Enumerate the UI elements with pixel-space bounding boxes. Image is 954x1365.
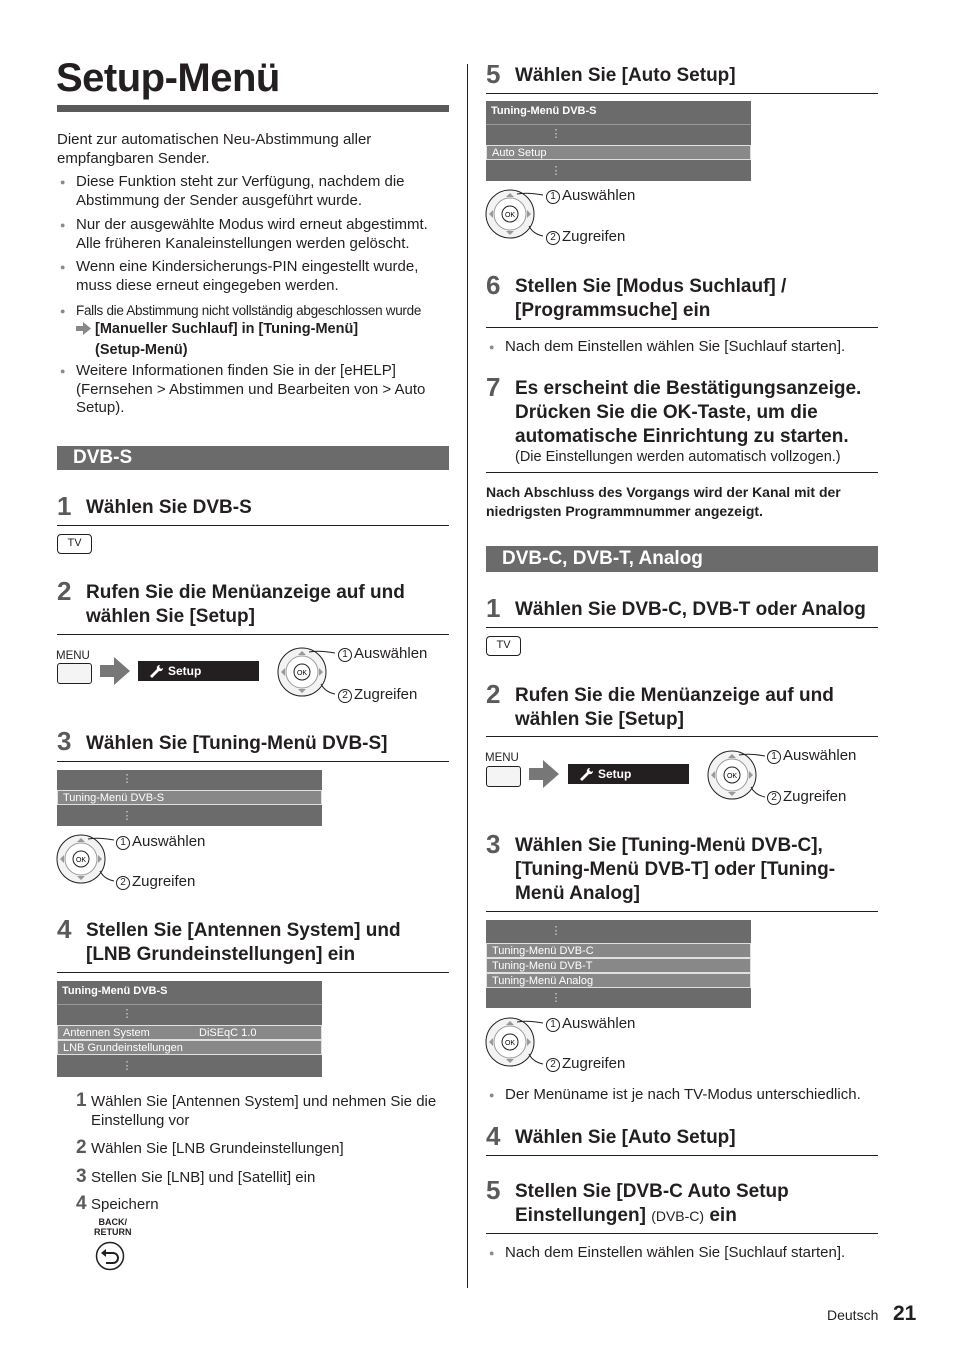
substep-text: Wählen Sie [Antennen System] und nehmen Sie die Einstellung vor [91, 1093, 437, 1129]
tuning-menu-dvbs-box: Tuning-Menü DVB-S ⋮ Antennen System DiSEqC 1.0 LNB Grundeinstellungen ⋮ [57, 981, 322, 1077]
menu-item-tuning-dvbc: Tuning-Menü DVB-C [486, 943, 751, 958]
substep-text: Stellen Sie [LNB] und [Satellit] ein [91, 1169, 316, 1186]
step-rule [486, 1155, 878, 1156]
bullet-5: ● Weitere Informationen finden Sie in der [eHELP] (Fernsehen > Abstimmen und Bearbeiten von > Auto Setup). [57, 362, 449, 418]
access-label: 2 Zugreifen [116, 873, 195, 890]
bullet-2: ● Nur der ausgewählte Modus wird erneut abgestimmt. Alle früheren Kanaleinstellungen werden gelöscht. [57, 216, 449, 253]
menu-title: Tuning-Menü DVB-S [62, 985, 168, 997]
step-rule [486, 472, 878, 473]
cursor-pad-icon [485, 188, 545, 245]
select-label: 1 Auswählen [338, 645, 427, 662]
bullet-1: ● Diese Funktion steht zur Verfügung, nachdem die Abstimmung der Sender ausgeführt wurde. [57, 173, 449, 210]
arrow-right-icon [529, 759, 559, 794]
tuning-menu-dvbs-box: Tuning-Menü DVB-S ⋮ Auto Setup ⋮ [486, 101, 751, 181]
substep-text: Speichern [91, 1196, 159, 1213]
menu-button [57, 663, 92, 684]
wrench-icon [580, 767, 593, 787]
step-number: 7 [486, 372, 501, 402]
select-label: 1 Auswählen [546, 1015, 635, 1032]
step-rule [486, 93, 878, 94]
arrow-right-icon [76, 322, 91, 341]
menu-item-lnb: LNB Grundeinstellungen [57, 1040, 322, 1055]
step-number: 1 [57, 491, 72, 521]
step7-note: (Die Einstellungen werden automatisch vollzogen.) [515, 449, 841, 465]
arrow-right-icon [100, 656, 130, 691]
page-number: 21 [893, 1302, 917, 1325]
step-number: 3 [57, 726, 72, 756]
step-text: Rufen Sie die Menüanzeige auf und wählen Sie [Setup] [515, 685, 834, 730]
substep-number: 4 [76, 1193, 87, 1214]
section-header-dvbs: DVB-S [57, 446, 449, 470]
step-text: Wählen Sie [Auto Setup] [515, 65, 736, 86]
step-rule [57, 761, 449, 762]
step5-note: ● Nach dem Einstellen wählen Sie [Suchlauf starten]. [486, 1244, 878, 1263]
menu-item-antenna-system: Antennen System DiSEqC 1.0 [57, 1025, 322, 1040]
select-label: 1 Auswählen [767, 747, 856, 764]
cursor-pad-icon [56, 833, 116, 890]
step-rule [57, 525, 449, 526]
step-text: Wählen Sie [Tuning-Menü DVB-C], [Tuning-Menü DVB-T] oder [Tuning-Menü Analog] [515, 835, 836, 904]
tv-button: TV [486, 636, 521, 656]
step-number: 6 [486, 270, 501, 300]
step-rule [486, 627, 878, 628]
access-label: 2 Zugreifen [546, 228, 625, 245]
step-text: Stellen Sie [Modus Suchlauf] / [Programmsuche] ein [515, 276, 787, 321]
bullet-4: ● Falls die Abstimmung nicht vollständig abgeschlossen wurde [57, 302, 449, 321]
page-title: Setup-Menü [56, 56, 280, 100]
completion-text: Nach Abschluss des Vorgangs wird der Kanal mit der niedrigsten Programmnummer angezeigt. [486, 484, 841, 519]
step-number: 4 [57, 914, 72, 944]
back-return-label: BACK/ RETURN [94, 1217, 132, 1237]
step-number: 3 [486, 829, 501, 859]
step-text: Rufen Sie die Menüanzeige auf und wählen Sie [Setup] [86, 582, 405, 627]
access-label: 2 Zugreifen [338, 686, 417, 703]
tuning-menu-box: ⋮ Tuning-Menü DVB-C Tuning-Menü DVB-T Tuning-Menü Analog ⋮ [486, 920, 751, 1008]
step-number: 1 [486, 593, 501, 623]
step6-note: ● Nach dem Einstellen wählen Sie [Suchlauf starten]. [486, 338, 878, 357]
menu-item-tuning-analog: Tuning-Menü Analog [486, 973, 751, 988]
step-rule [486, 911, 878, 912]
manual-search-ref: [Manueller Suchlauf] in [Tuning-Menü] (Setup-Menü) [76, 320, 448, 360]
cursor-pad-icon [277, 646, 337, 703]
menu-button [486, 766, 521, 787]
intro-text: Dient zur automatischen Neu-Abstimmung aller empfangbaren Sender. [57, 131, 372, 167]
step-text: Stellen Sie [DVB-C Auto Setup Einstellungen] (DVB-C) ein [515, 1181, 789, 1226]
svg-text:OK: OK [75, 857, 87, 864]
menu-title: Tuning-Menü DVB-S [491, 105, 597, 117]
bullet-3: ● Wenn eine Kindersicherungs-PIN eingestellt wurde, muss diese erneut eingegeben werden. [57, 258, 449, 295]
cursor-pad-icon [485, 1016, 545, 1073]
step-text: Stellen Sie [Antennen System] und [LNB Grundeinstellungen] ein [86, 920, 401, 965]
step-number: 5 [486, 59, 501, 89]
back-return-icon [95, 1241, 125, 1276]
step-text: Es erscheint die Bestätigungsanzeige. Drücken Sie die OK-Taste, um die automatische Einrichtung zu starten. [515, 378, 862, 447]
wrench-icon [150, 664, 163, 684]
cursor-pad-icon [707, 749, 767, 806]
menu-key-label: MENU [485, 752, 519, 764]
substep-number: 1 [76, 1090, 87, 1111]
step-number: 2 [57, 576, 72, 606]
footer-language: Deutsch [827, 1307, 879, 1323]
step-text: Wählen Sie DVB-C, DVB-T oder Analog [515, 599, 866, 620]
setup-menu-item: Setup [138, 661, 259, 681]
menu-item-tuning-dvbt: Tuning-Menü DVB-T [486, 958, 751, 973]
setup-menu-item: Setup [568, 764, 689, 784]
step-rule [57, 972, 449, 973]
access-label: 2 Zugreifen [546, 1055, 625, 1072]
step-text: Wählen Sie [Tuning-Menü DVB-S] [86, 733, 388, 754]
tuning-menu-box: ⋮ Tuning-Menü DVB-S ⋮ [57, 770, 322, 826]
svg-text:OK: OK [726, 773, 738, 780]
select-label: 1 Auswählen [546, 187, 635, 204]
select-label: 1 Auswählen [116, 833, 205, 850]
step-rule [486, 1233, 878, 1234]
column-divider [467, 64, 468, 1288]
tv-button: TV [57, 534, 92, 554]
step-text: Wählen Sie DVB-S [86, 497, 252, 518]
substep-number: 2 [76, 1137, 87, 1158]
substep-number: 3 [76, 1166, 87, 1187]
svg-text:OK: OK [504, 1040, 516, 1047]
menu-name-note: ● Der Menüname ist je nach TV-Modus unterschiedlich. [486, 1086, 878, 1105]
access-label: 2 Zugreifen [767, 788, 846, 805]
step-rule [486, 736, 878, 737]
step-number: 4 [486, 1121, 501, 1151]
step-text: Wählen Sie [Auto Setup] [515, 1127, 736, 1148]
svg-text:OK: OK [504, 212, 516, 219]
step-number: 5 [486, 1175, 501, 1205]
substep-text: Wählen Sie [LNB Grundeinstellungen] [91, 1140, 344, 1157]
menu-item-tuning-dvbs: Tuning-Menü DVB-S [57, 790, 322, 805]
step-number: 2 [486, 679, 501, 709]
step-rule [57, 634, 449, 635]
title-rule [57, 105, 449, 112]
menu-key-label: MENU [56, 650, 90, 662]
step-rule [486, 327, 878, 328]
svg-text:OK: OK [296, 670, 308, 677]
section-header-dvbc: DVB-C, DVB-T, Analog [486, 546, 878, 572]
menu-item-auto-setup: Auto Setup [486, 145, 751, 160]
